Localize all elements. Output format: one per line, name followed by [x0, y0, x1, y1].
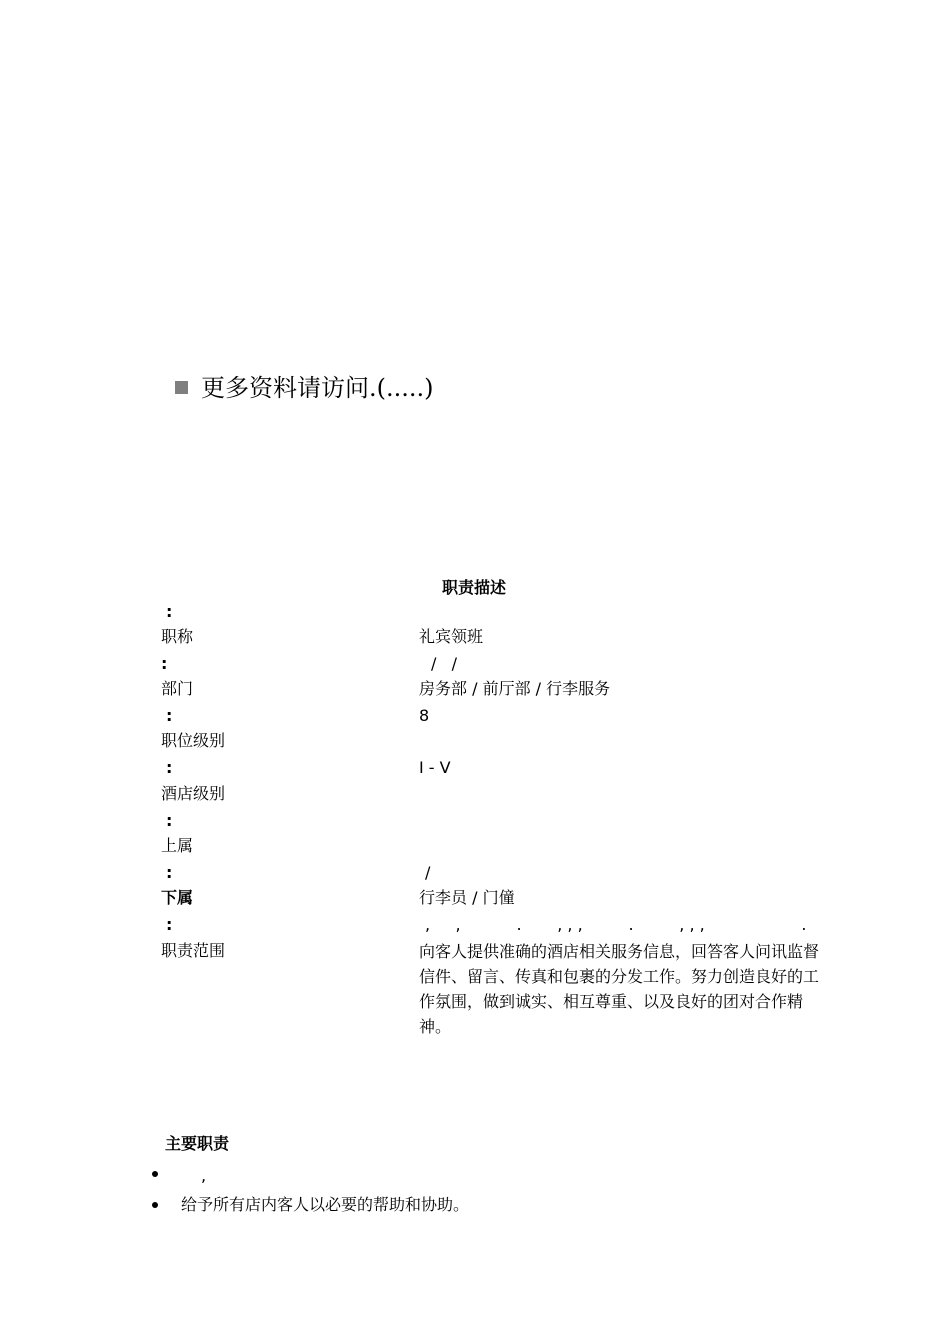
label-position-level: 职位级别	[161, 731, 226, 750]
bullet-icon	[152, 1202, 158, 1208]
value-position-level: 8	[419, 706, 430, 725]
value-scope: 向客人提供准确的酒店相关服务信息，回答客人问讯监督信件、留言、传真和包裹的分发工作。努力创造良好的工作氛围，做到诚实、相互尊重、以及良好的团对合作精神。	[419, 942, 820, 1036]
colon-mark: :	[161, 654, 168, 673]
value-department: 房务部 / 前厅部 / 行李服务	[419, 679, 611, 698]
colon-mark: :	[166, 706, 173, 725]
value-subordinate: 行李员 / 门僮	[419, 888, 515, 907]
square-bullet-icon	[175, 381, 188, 394]
document-title: 职责描述	[442, 578, 507, 597]
value-title: 礼宾领班	[419, 627, 484, 646]
list-item: ,	[201, 1166, 207, 1185]
value-noise: /	[425, 863, 431, 882]
label-subordinate: 下属	[161, 888, 194, 907]
colon-mark: :	[166, 863, 173, 882]
value-noise: , , . , , , . , , , .	[425, 915, 807, 934]
value-hotel-level: I - V	[419, 758, 451, 777]
colon-mark: :	[166, 915, 173, 934]
label-hotel-level: 酒店级别	[161, 784, 226, 803]
label-title: 职称	[161, 627, 194, 646]
list-item: 给予所有店内客人以必要的帮助和协助。	[181, 1195, 470, 1214]
value-noise: / /	[431, 654, 458, 673]
label-superior: 上属	[161, 836, 194, 855]
section-heading-main-duties: 主要职责	[165, 1134, 230, 1153]
label-department: 部门	[161, 679, 194, 698]
colon-mark: :	[166, 811, 173, 830]
more-info-text: 更多资料请访问.(.....)	[201, 374, 434, 402]
colon-mark: :	[166, 758, 173, 777]
bullet-icon	[152, 1171, 158, 1177]
colon-mark: :	[166, 602, 173, 621]
label-scope: 职责范围	[161, 941, 226, 960]
more-info-link[interactable]	[175, 373, 434, 403]
